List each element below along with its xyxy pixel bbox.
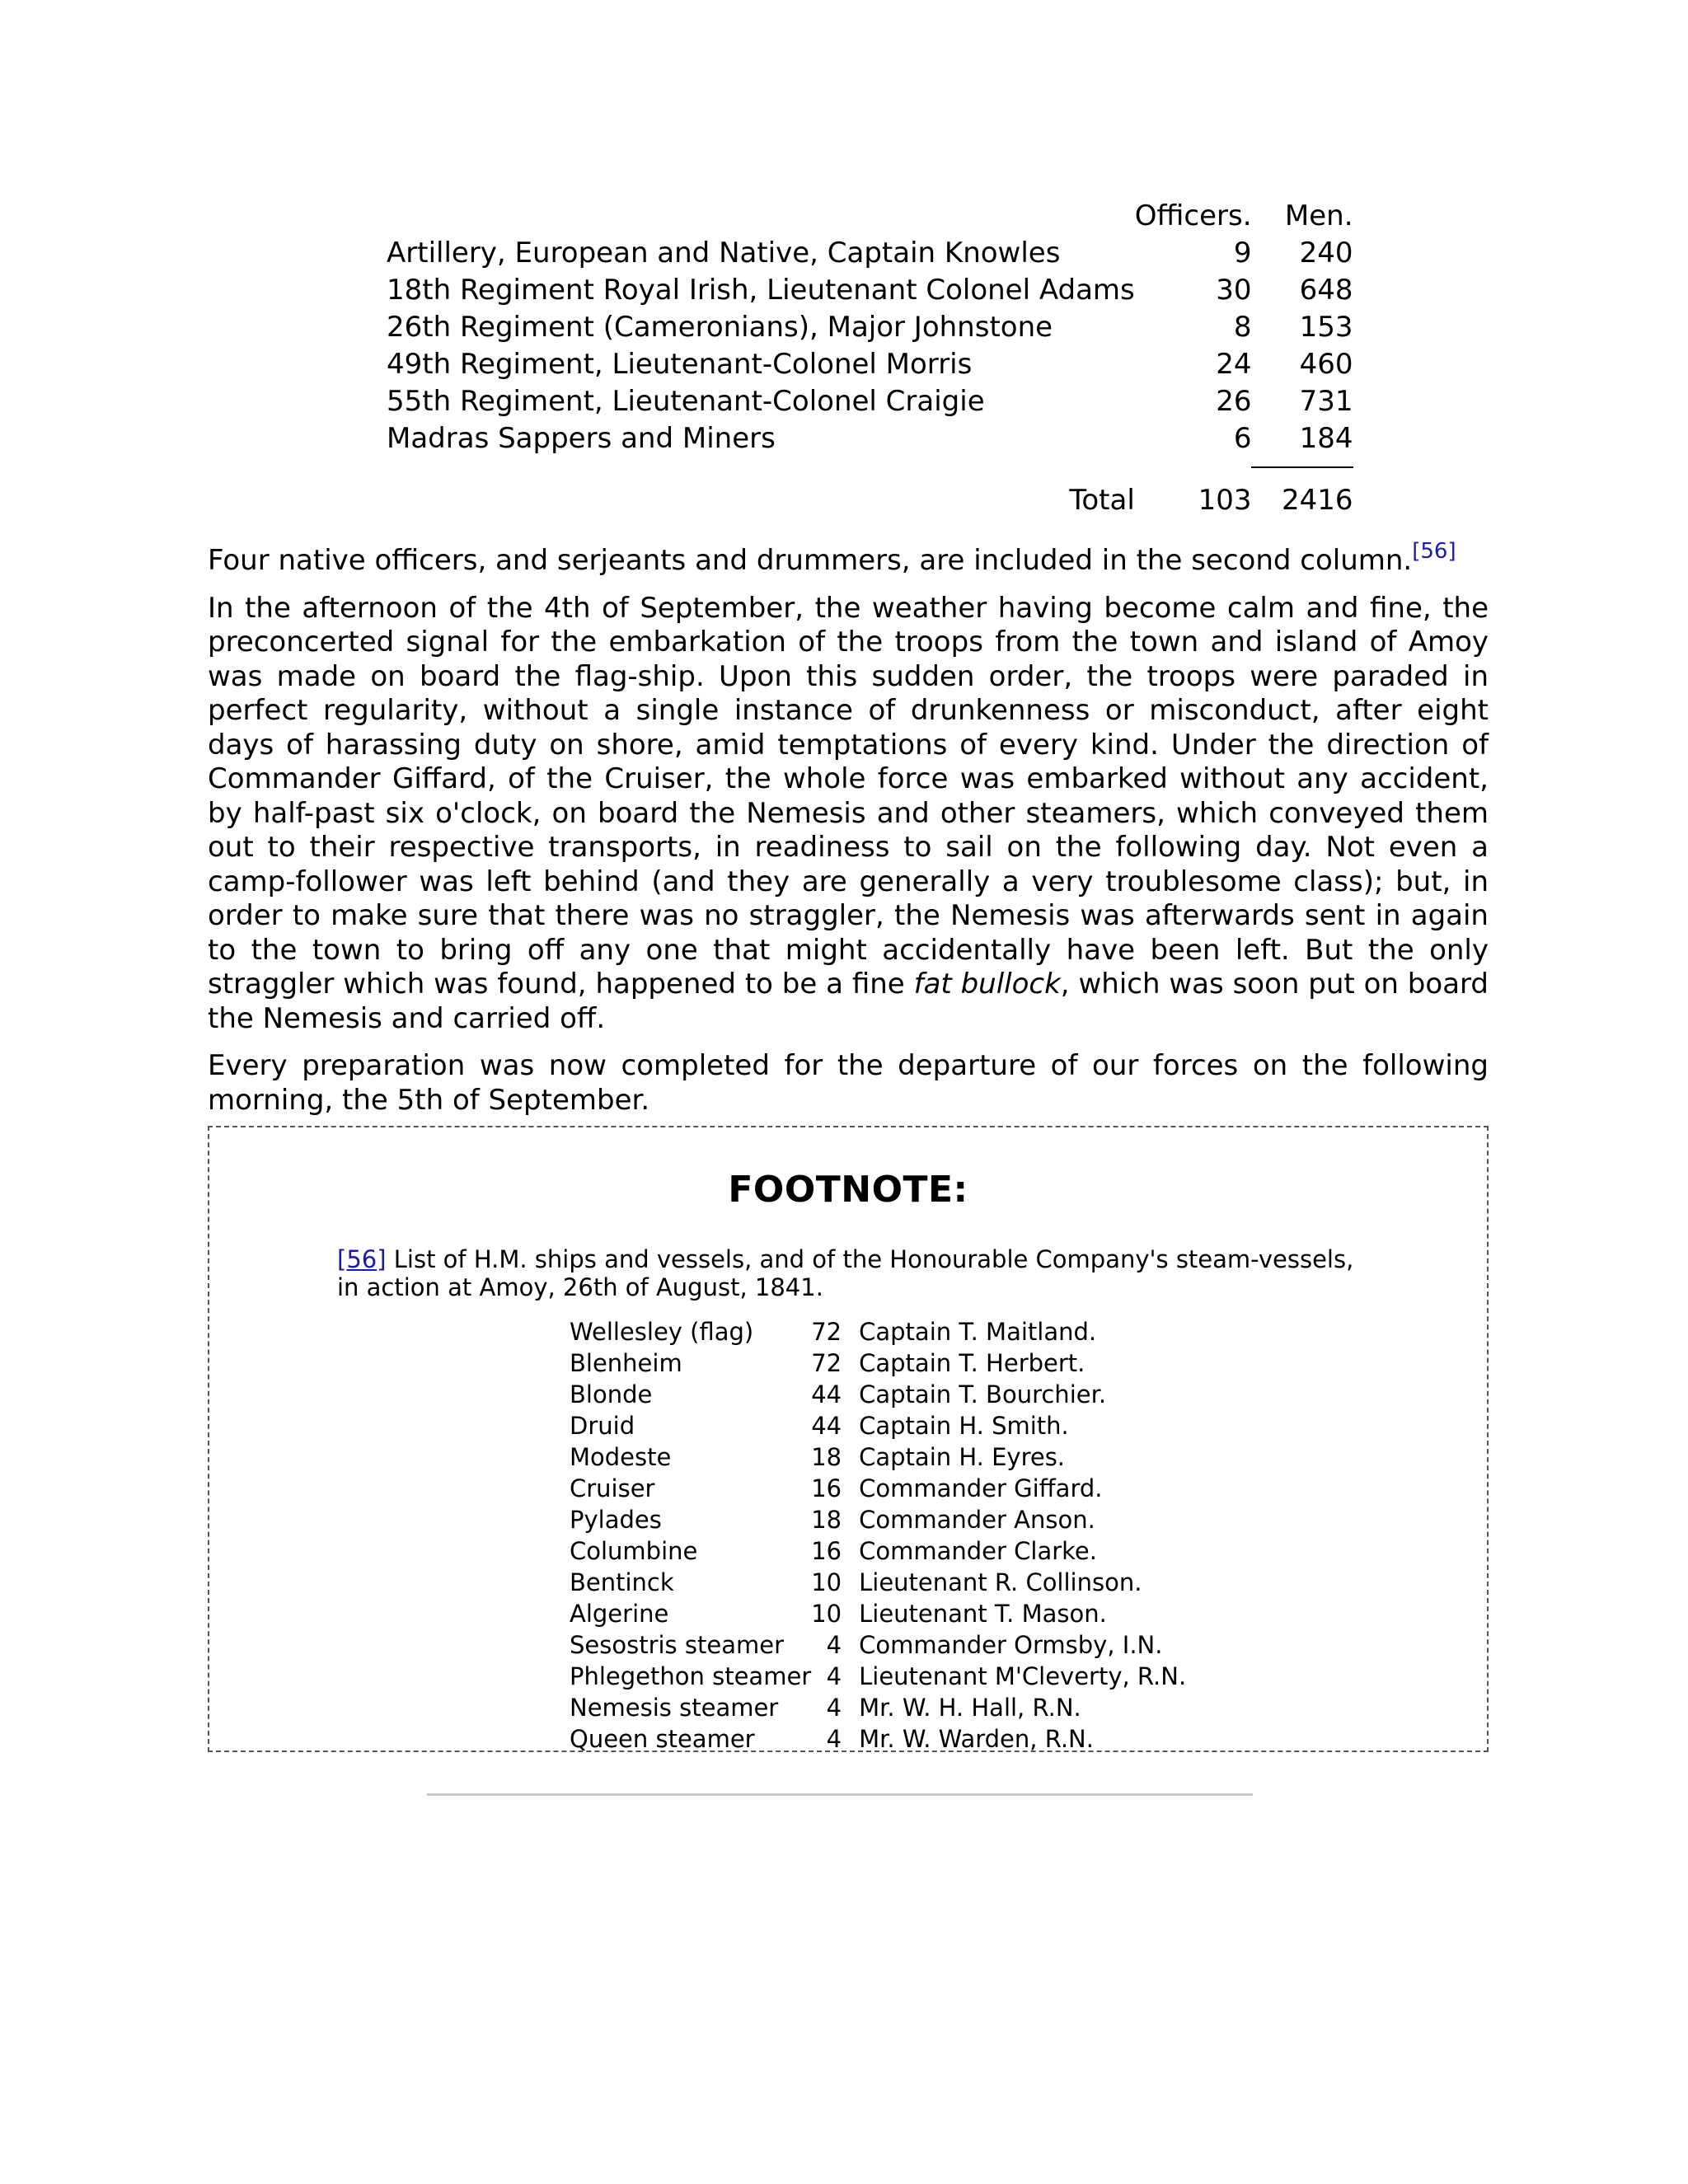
ship-guns: 10 (811, 1568, 842, 1596)
para1-text-after: , which was soon put on board the Nemesis and carried off. (208, 968, 1489, 1035)
ship-guns: 4 (826, 1631, 842, 1659)
ship-name: Pylades (570, 1506, 662, 1534)
ship-name: Algerine (570, 1600, 669, 1628)
men-count: 153 (1299, 311, 1353, 344)
officers-count: 24 (1216, 348, 1252, 381)
ship-commander: Captain T. Bourchier. (859, 1380, 1107, 1408)
footnote-ref-link[interactable]: [56] (1412, 539, 1456, 564)
ship-commander: Captain H. Eyres. (859, 1443, 1066, 1471)
departure-paragraph: Every preparation was now completed for the departure of our forces on the following morning, the 5th of September. (208, 1049, 1489, 1117)
ship-guns: 4 (826, 1725, 842, 1753)
ship-guns: 4 (826, 1694, 842, 1722)
troops-header-row (387, 198, 1353, 235)
ship-row (570, 1567, 1186, 1598)
unit-name: Artillery, European and Native, Captain Knowles (387, 237, 1061, 269)
officers-count: 8 (1233, 311, 1252, 344)
column-header-men: Men. (1284, 199, 1353, 232)
men-count: 184 (1299, 422, 1353, 455)
ship-row (570, 1661, 1186, 1692)
ship-row (570, 1692, 1186, 1723)
ship-name: Wellesley (flag) (570, 1318, 754, 1346)
sum-rule (1251, 466, 1353, 468)
total-label: Total (1069, 484, 1135, 517)
ship-commander: Captain T. Herbert. (859, 1349, 1085, 1377)
troops-row (387, 420, 1353, 457)
ship-name: Cruiser (570, 1474, 655, 1502)
ship-name: Nemesis steamer (570, 1694, 779, 1722)
ship-name: Columbine (570, 1537, 698, 1565)
total-men: 2416 (1281, 484, 1353, 517)
men-count: 648 (1299, 274, 1353, 307)
footnote-body: List of H.M. ships and vessels, and of the Honourable Company's steam-vessels, in action at Amoy, 26th of August, 1841. (337, 1245, 1354, 1301)
officers-count: 26 (1216, 385, 1252, 418)
ship-row (570, 1535, 1186, 1567)
ship-commander: Lieutenant M'Cleverty, R.N. (859, 1662, 1187, 1690)
ship-guns: 72 (811, 1318, 842, 1346)
footnote-heading: FOOTNOTE: (728, 1169, 968, 1211)
ship-row (570, 1316, 1186, 1347)
ship-row (570, 1410, 1186, 1441)
unit-name: 55th Regiment, Lieutenant-Colonel Craigie (387, 385, 985, 418)
ship-name: Blenheim (570, 1349, 682, 1377)
ship-commander: Commander Giffard. (859, 1474, 1103, 1502)
ship-row (570, 1629, 1186, 1661)
ship-commander: Commander Ormsby, I.N. (859, 1631, 1163, 1659)
troops-rule-row (387, 457, 1353, 482)
embarkation-paragraph (208, 592, 1489, 1037)
ship-guns: 72 (811, 1349, 842, 1377)
page-content (208, 198, 1489, 1752)
ship-row (570, 1441, 1186, 1473)
ship-guns: 18 (811, 1506, 842, 1534)
footnote-box (208, 1126, 1489, 1752)
ship-guns: 10 (811, 1600, 842, 1628)
ship-name: Druid (570, 1412, 635, 1440)
ship-name: Bentinck (570, 1568, 674, 1596)
para1-emphasis: fat bullock (913, 968, 1061, 1001)
ship-name: Blonde (570, 1380, 653, 1408)
ship-name: Sesostris steamer (570, 1631, 784, 1659)
men-count: 460 (1299, 348, 1353, 381)
ships-table (570, 1316, 1186, 1755)
ship-row (570, 1379, 1186, 1410)
intro-text: Four native officers, and serjeants and drummers, are included in the second column. (208, 544, 1413, 577)
ship-name: Queen steamer (570, 1725, 755, 1753)
unit-name: Madras Sappers and Miners (387, 422, 776, 455)
officers-count: 9 (1233, 237, 1252, 269)
footnote-backref-link[interactable]: [56] (337, 1245, 387, 1273)
troops-row (387, 235, 1353, 272)
troops-row (387, 272, 1353, 309)
para1-text-before: In the afternoon of the 4th of September, the weather having become calm and fine, the preconcerted signal for the embarkation of the troops from the town and island of Amoy was made on board the flag-ship. Upon this sudden order, the troops were paraded in perfect regularity, without a single instance of drunkenness or misconduct, after eight days of harassing duty on shore, amid temptations of every kind. Under the direction of Commander Giffard, of the Cruiser, the whole force was embarked without any accident, by half-past six o'clock, on board the Nemesis and other steamers, which conveyed them out to their respective transports, in readiness to sail on the following day. Not even a camp-follower was left behind (and they are generally a very troublesome class); but, in order to make sure that there was no straggler, the Nemesis was afterwards sent in again to the town to bring off any one that might accidentally have been left. But the only straggler which was found, happened to be a fine (208, 591, 1489, 1001)
officers-count: 6 (1233, 422, 1252, 455)
ship-row (570, 1347, 1186, 1379)
troops-table (387, 198, 1353, 519)
ship-row (570, 1723, 1186, 1755)
ship-name: Modeste (570, 1443, 672, 1471)
column-header-officers: Officers. (1134, 199, 1252, 232)
ship-commander: Commander Clarke. (859, 1537, 1097, 1565)
ship-commander: Lieutenant R. Collinson. (859, 1568, 1142, 1596)
page-divider (427, 1793, 1253, 1796)
unit-name: 26th Regiment (Cameronians), Major Johnstone (387, 311, 1053, 344)
ship-commander: Captain H. Smith. (859, 1412, 1069, 1440)
ship-guns: 16 (811, 1474, 842, 1502)
officers-count: 30 (1216, 274, 1252, 307)
ship-row (570, 1598, 1186, 1629)
unit-name: 18th Regiment Royal Irish, Lieutenant Colonel Adams (387, 274, 1135, 307)
men-count: 731 (1299, 385, 1353, 418)
ship-commander: Mr. W. Warden, R.N. (859, 1725, 1094, 1753)
ship-commander: Lieutenant T. Mason. (859, 1600, 1107, 1628)
intro-paragraph (208, 539, 1489, 579)
ship-guns: 18 (811, 1443, 842, 1471)
troops-row (387, 346, 1353, 383)
ship-guns: 4 (826, 1662, 842, 1690)
men-count: 240 (1299, 237, 1353, 269)
ship-commander: Mr. W. H. Hall, R.N. (859, 1694, 1081, 1722)
ship-commander: Captain T. Maitland. (859, 1318, 1097, 1346)
ship-row (570, 1504, 1186, 1535)
ship-name: Phlegethon steamer (570, 1662, 812, 1690)
troops-row (387, 309, 1353, 346)
ship-row (570, 1473, 1186, 1504)
ship-guns: 16 (811, 1537, 842, 1565)
ship-commander: Commander Anson. (859, 1506, 1095, 1534)
troops-row (387, 383, 1353, 420)
footnote-text (337, 1245, 1363, 1301)
total-officers: 103 (1198, 484, 1252, 517)
unit-name: 49th Regiment, Lieutenant-Colonel Morris (387, 348, 973, 381)
ship-guns: 44 (811, 1380, 842, 1408)
ship-guns: 44 (811, 1412, 842, 1440)
troops-total-row (387, 482, 1353, 519)
